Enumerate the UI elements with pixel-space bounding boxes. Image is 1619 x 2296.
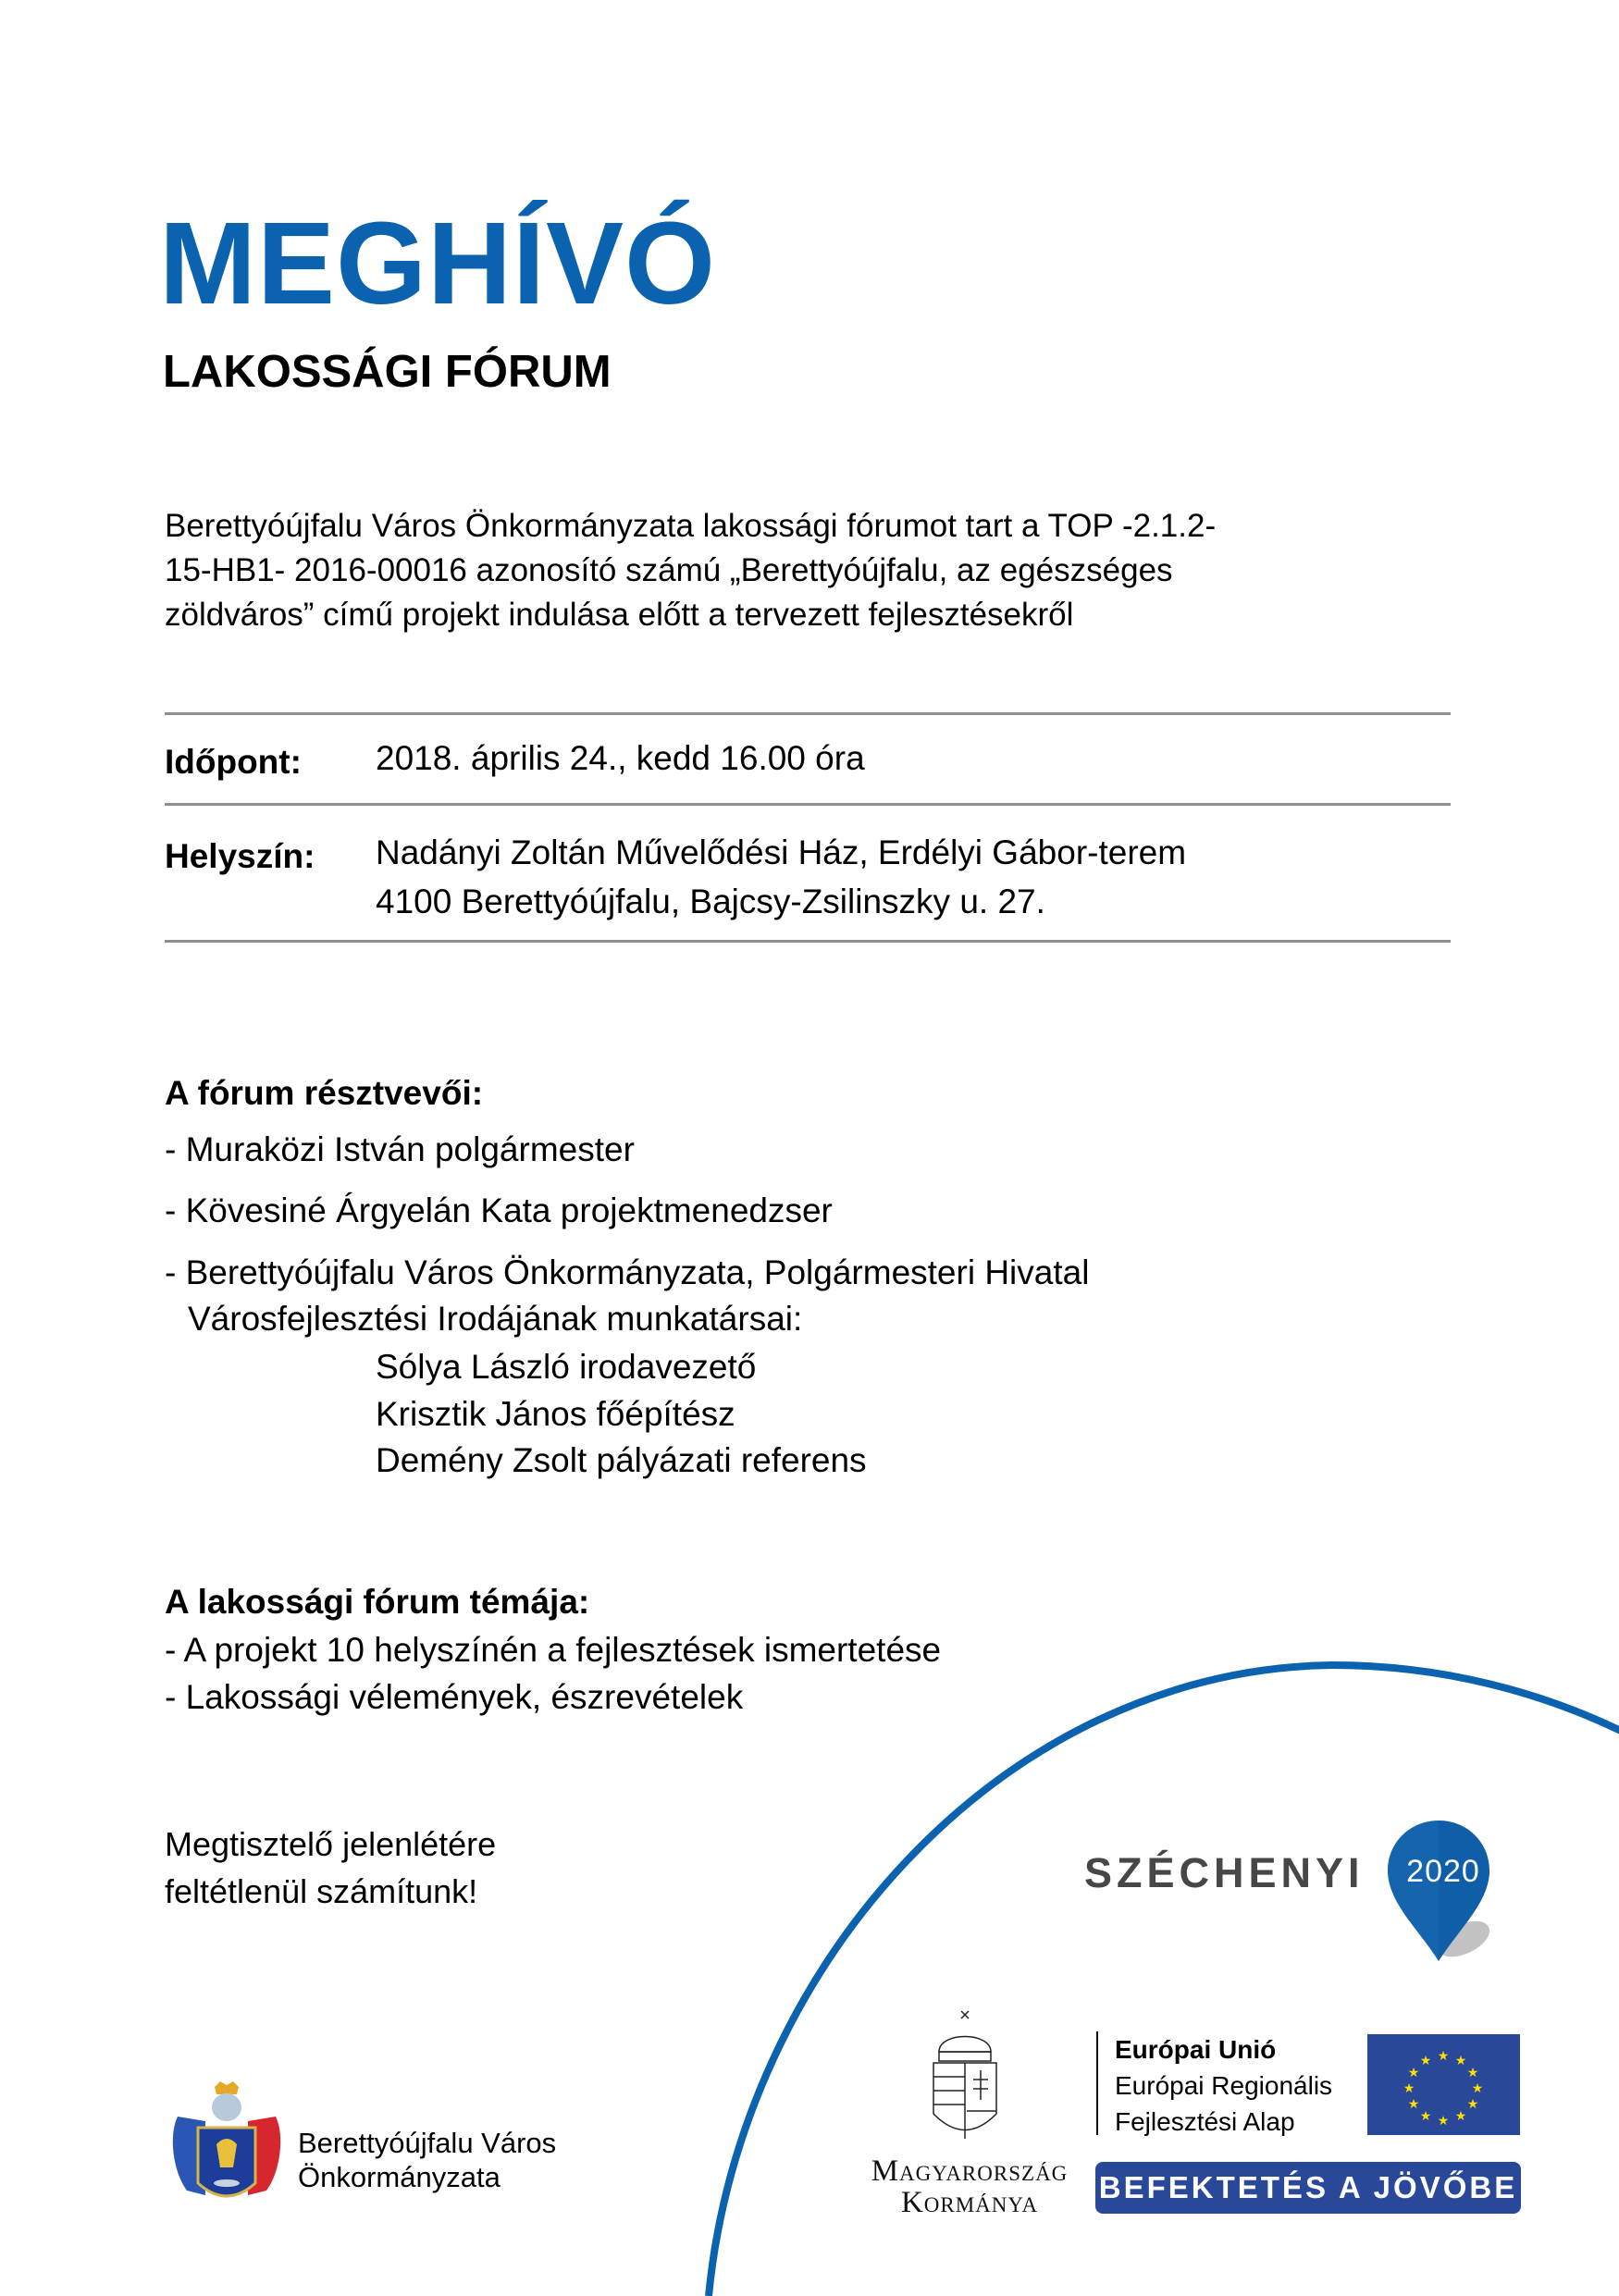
divider bbox=[165, 712, 1451, 715]
place-value bbox=[376, 828, 1186, 926]
closing-text bbox=[165, 1821, 496, 1915]
intro-line: Berettyóújfalu Város Önkormányzata lakossági fórumot tart a TOP -2.1.2- bbox=[165, 508, 1217, 544]
municipality-line: Berettyóújfalu Város bbox=[298, 2127, 557, 2159]
government-name bbox=[859, 2155, 1081, 2218]
staff-item: Demény Zsolt pályázati referens bbox=[376, 1441, 867, 1479]
place-line: Nadányi Zoltán Művelődési Ház, Erdélyi Gábor-terem bbox=[376, 833, 1187, 871]
participant-item: - Kövesiné Árgyelán Kata projektmenedzser bbox=[165, 1191, 833, 1229]
intro-line: zöldváros” című projekt indulása előtt a tervezett fejlesztésekről bbox=[165, 597, 1074, 633]
gov-line: Magyarország bbox=[871, 2154, 1069, 2188]
eu-slogan-banner: BEFEKTETÉS A JÖVŐBE bbox=[1095, 2162, 1521, 2214]
participant-item: Városfejlesztési Irodájának munkatársai: bbox=[188, 1300, 803, 1338]
svg-text:★: ★ bbox=[1454, 2054, 1467, 2068]
topic-heading: A lakossági fórum témája: bbox=[165, 1583, 590, 1621]
eu-flag-icon bbox=[1367, 2034, 1520, 2135]
divider bbox=[165, 940, 1451, 943]
gov-line: Kormánya bbox=[900, 2186, 1039, 2219]
participants-heading: A fórum résztvevői: bbox=[165, 1074, 484, 1112]
staff-item: Sólya László irodavezető bbox=[376, 1348, 757, 1386]
topic-item: - Lakossági vélemények, észrevételek bbox=[165, 1678, 744, 1716]
participant-item: - Berettyóújfalu Város Önkormányzata, Polgármesteri Hivatal bbox=[165, 1253, 1090, 1291]
svg-text:★: ★ bbox=[1454, 2109, 1467, 2124]
svg-text:★: ★ bbox=[1471, 2081, 1484, 2096]
svg-text:★: ★ bbox=[1419, 2054, 1432, 2068]
intro-line: 15-HB1- 2016-00016 azonosító számú „Berettyóújfalu, az egészséges bbox=[165, 552, 1173, 588]
svg-text:★: ★ bbox=[1403, 2081, 1415, 2096]
topic-item: - A projekt 10 helyszínén a fejlesztések ismertetése bbox=[165, 1631, 942, 1669]
svg-text:★: ★ bbox=[1437, 2049, 1450, 2064]
svg-text:★: ★ bbox=[1407, 2066, 1420, 2080]
eu-line: Európai Unió bbox=[1115, 2035, 1277, 2064]
divider bbox=[165, 803, 1451, 806]
municipality-line: Önkormányzata bbox=[298, 2161, 501, 2193]
municipality-crest-icon bbox=[168, 2080, 285, 2211]
intro-paragraph bbox=[165, 504, 1478, 637]
svg-text:★: ★ bbox=[1437, 2114, 1450, 2129]
page-subtitle: LAKOSSÁGI FÓRUM bbox=[163, 347, 612, 397]
eu-fund-text bbox=[1115, 2031, 1332, 2140]
svg-text:★: ★ bbox=[1466, 2066, 1479, 2080]
svg-text:★: ★ bbox=[1419, 2109, 1432, 2124]
szechenyi-year: 2020 bbox=[1406, 1854, 1480, 1889]
coat-of-arms-icon bbox=[930, 2007, 1000, 2146]
place-line: 4100 Berettyóújfalu, Bajcsy-Zsilinszky u. 27. bbox=[376, 883, 1045, 920]
eu-divider bbox=[1096, 2031, 1098, 2135]
page-title: MEGHÍVÓ bbox=[159, 198, 717, 328]
time-label: Időpont: bbox=[165, 743, 302, 781]
closing-line: feltétlenül számítunk! bbox=[165, 1872, 478, 1910]
participant-item: - Muraközi István polgármester bbox=[165, 1130, 635, 1168]
time-value: 2018. április 24., kedd 16.00 óra bbox=[376, 739, 865, 777]
szechenyi-logo-text: SZÉCHENYI bbox=[1084, 1849, 1365, 1896]
eu-line: Fejlesztési Alap bbox=[1115, 2107, 1295, 2136]
municipality-name bbox=[298, 2126, 556, 2194]
eu-line: Európai Regionális bbox=[1115, 2071, 1333, 2100]
svg-text:★: ★ bbox=[1407, 2097, 1420, 2112]
closing-line: Megtisztelő jelenlétére bbox=[165, 1825, 497, 1863]
place-label: Helyszín: bbox=[165, 837, 315, 875]
staff-item: Krisztik János főépítész bbox=[376, 1395, 735, 1433]
map-pin-icon bbox=[1388, 1817, 1503, 1965]
svg-text:★: ★ bbox=[1466, 2097, 1479, 2112]
